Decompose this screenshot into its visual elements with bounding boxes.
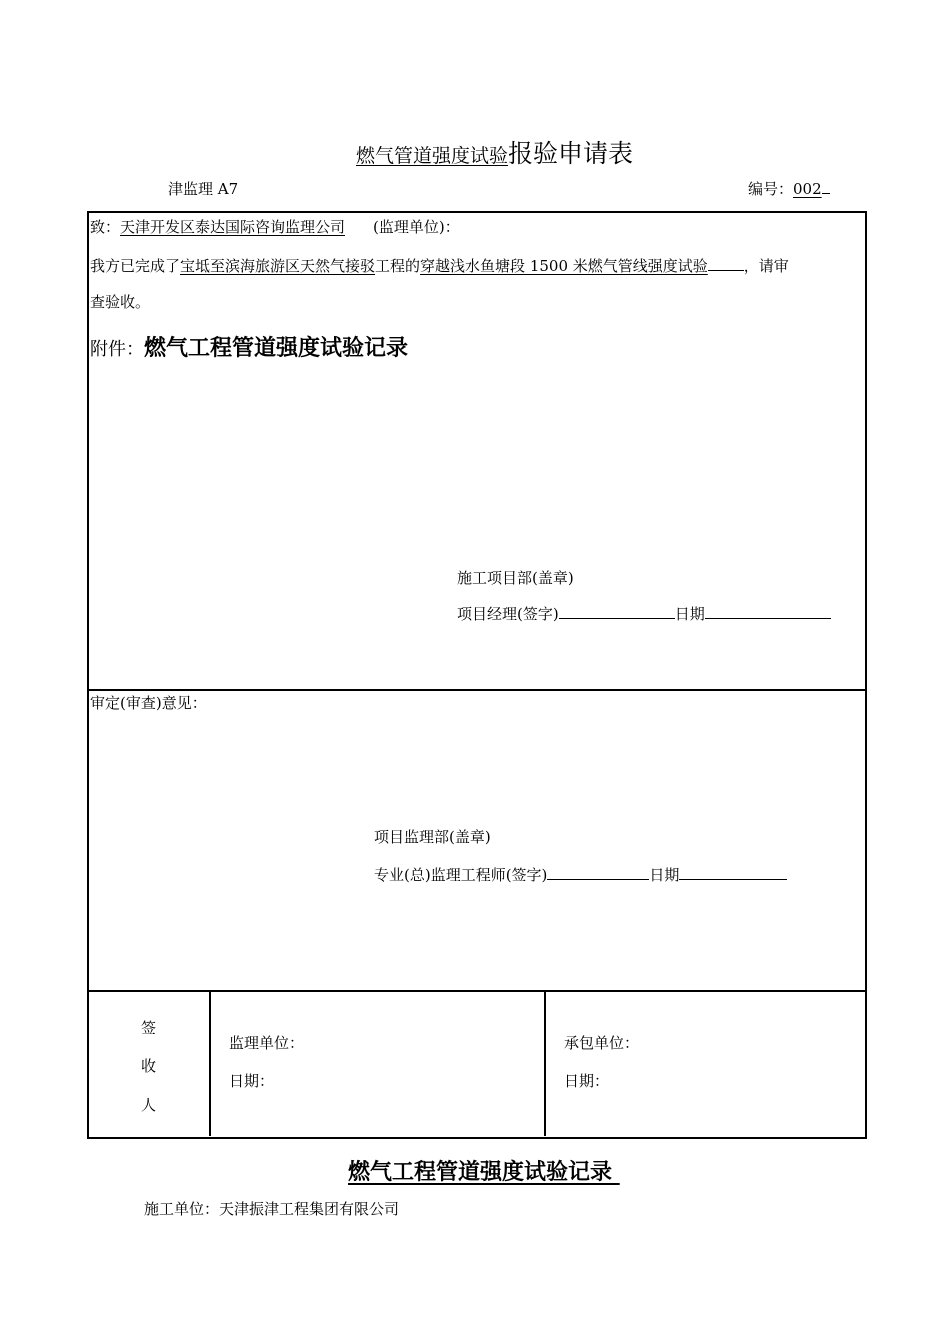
manager-label: 项目经理(签字): [457, 605, 559, 623]
contractor-unit-label: 承包单位：: [564, 1034, 640, 1052]
attachment-label: 附件：: [90, 339, 144, 360]
form-title-suffix: 报验申请表: [508, 139, 634, 168]
addressee-prefix: 致：: [90, 218, 121, 236]
form-title: [356, 134, 633, 170]
project-name: 宝坻至滨海旅游区天然气接驳: [180, 257, 376, 275]
supervisor-unit-label: 监理单位：: [229, 1034, 305, 1052]
statement-line2: 查验收。: [90, 293, 151, 311]
construction-unit-line: [144, 1198, 399, 1219]
manager-signature-field[interactable]: [559, 604, 675, 619]
form-number-value: 002: [793, 180, 822, 198]
construction-unit-label: 施工单位：: [144, 1200, 220, 1218]
record-title-text: 燃气工程管道强度试验记录: [348, 1160, 613, 1185]
record-title: [348, 1155, 620, 1186]
statement-prefix: 我方已完成了: [90, 257, 181, 275]
engineer-signature-field[interactable]: [547, 865, 649, 880]
statement-mid: 工程的: [375, 257, 421, 275]
receiver-char-3: 人: [141, 1096, 157, 1114]
work-item: 穿越浅水鱼塘段 1500 米燃气管线强度试验: [420, 257, 708, 275]
engineer-date-field[interactable]: [679, 865, 787, 880]
manager-date-label: 日期: [674, 605, 705, 623]
contractor-stamp-label: 施工项目部(盖章): [457, 569, 574, 587]
manager-date-field[interactable]: [705, 604, 831, 619]
form-number: [748, 178, 830, 199]
statement-suffix: ，请审: [743, 257, 789, 275]
form-number-label: 编号：: [748, 180, 794, 198]
form-title-underlined: 燃气管道强度试验: [356, 145, 509, 167]
addressee-suffix: (监理单位)：: [373, 218, 460, 236]
engineer-label: 专业(总)监理工程师(签字): [374, 866, 548, 884]
attachment-title: 燃气工程管道强度试验记录: [144, 336, 409, 361]
manager-signature-line: [457, 603, 831, 624]
engineer-signature-line: [374, 864, 787, 885]
divider-contractor-col: [544, 991, 546, 1136]
addressee-line: [90, 216, 460, 237]
divider-receipt: [87, 990, 865, 992]
contractor-date-label: 日期：: [564, 1072, 610, 1090]
construction-unit-value: 天津振津工程集团有限公司: [219, 1200, 400, 1218]
form-code: 津监理 A7: [168, 180, 239, 198]
divider-receiver-col: [209, 991, 211, 1136]
supervisor-date-label: 日期：: [229, 1072, 275, 1090]
engineer-date-label: 日期: [649, 866, 680, 884]
divider-review: [87, 689, 865, 691]
receiver-char-1: 签: [141, 1019, 157, 1037]
supervision-stamp-label: 项目监理部(盖章): [374, 828, 491, 846]
addressee-company: 天津开发区泰达国际咨询监理公司: [120, 218, 346, 236]
attachment-line: [90, 331, 408, 362]
review-opinion-label: 审定(审查)意见：: [90, 694, 207, 712]
completion-statement: [90, 255, 789, 276]
receiver-char-2: 收: [141, 1057, 157, 1075]
